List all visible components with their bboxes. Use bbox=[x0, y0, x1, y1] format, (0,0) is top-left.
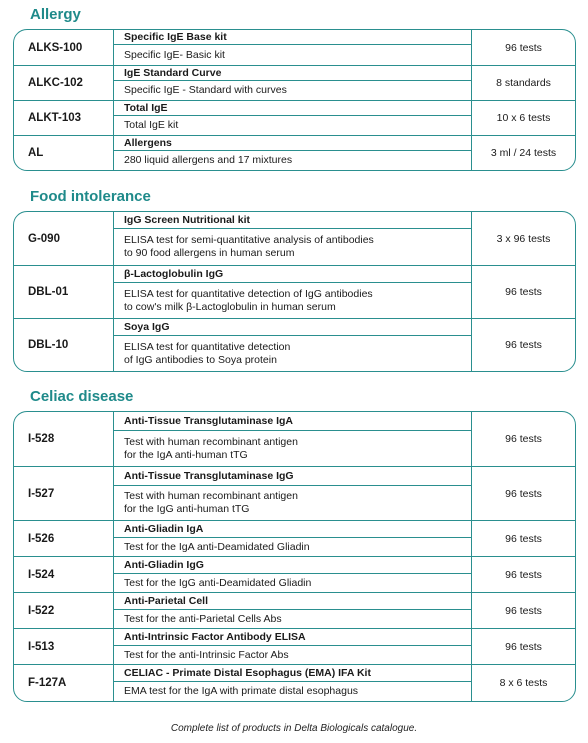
product-code: I-522 bbox=[14, 593, 114, 628]
product-code: G-090 bbox=[14, 212, 114, 265]
product-name: Anti-Gliadin IgG bbox=[114, 557, 471, 574]
product-detail: EMA test for the IgA with primate distal esophagus bbox=[124, 685, 359, 697]
product-row bbox=[14, 466, 575, 520]
product-code: I-528 bbox=[14, 412, 114, 466]
product-detail: ELISA test for quantitative detection of IgG antibodies to cow's milk β-Lactoglobulin in human serum bbox=[124, 287, 373, 313]
product-row bbox=[14, 100, 575, 135]
section-title-food-intolerance: Food intolerance bbox=[30, 188, 151, 205]
section-title-celiac-disease: Celiac disease bbox=[30, 388, 134, 405]
product-row bbox=[14, 318, 575, 371]
product-quantity: 96 tests bbox=[505, 487, 542, 500]
product-quantity: 10 x 6 tests bbox=[496, 112, 551, 124]
product-quantity: 3 ml / 24 tests bbox=[490, 147, 557, 159]
product-row bbox=[14, 135, 575, 170]
product-description bbox=[114, 557, 472, 592]
product-quantity: 96 tests bbox=[505, 568, 542, 581]
product-row bbox=[14, 265, 575, 318]
product-detail: Test for the IgA anti-Deamidated Gliadin bbox=[124, 540, 310, 553]
product-row bbox=[14, 412, 575, 466]
product-code: I-526 bbox=[14, 521, 114, 556]
product-quantity: 3 x 96 tests bbox=[496, 232, 551, 245]
product-detail: Test for the anti-Parietal Cells Abs bbox=[124, 612, 282, 625]
product-row bbox=[14, 628, 575, 664]
product-detail: ELISA test for quantitative detection of IgG antibodies to Soya protein bbox=[124, 340, 291, 366]
product-description bbox=[114, 136, 472, 170]
product-detail: Test with human recombinant antigen for the IgA anti-human tTG bbox=[124, 435, 298, 461]
product-name: Allergens bbox=[114, 136, 471, 151]
product-quantity: 96 tests bbox=[505, 339, 542, 351]
product-description bbox=[114, 212, 472, 265]
product-detail: Test for the IgG anti-Deamidated Gliadin bbox=[124, 576, 312, 589]
product-description bbox=[114, 101, 472, 135]
product-name: Anti-Tissue Transglutaminase IgG bbox=[114, 467, 471, 486]
product-description bbox=[114, 521, 472, 556]
product-quantity: 8 x 6 tests bbox=[499, 677, 548, 689]
product-description bbox=[114, 412, 472, 466]
product-description bbox=[114, 665, 472, 701]
product-detail: 280 liquid allergens and 17 mixtures bbox=[124, 154, 293, 166]
section-title-allergy: Allergy bbox=[30, 6, 81, 23]
product-quantity: 8 standards bbox=[496, 77, 551, 89]
product-name: Anti-Intrinsic Factor Antibody ELISA bbox=[114, 629, 471, 646]
product-detail: ELISA test for semi-quantitative analysis of antibodies to 90 food allergens in human serum bbox=[124, 234, 374, 259]
product-description bbox=[114, 266, 472, 318]
product-name: Total IgE bbox=[114, 101, 471, 116]
product-detail: Specific IgE- Basic kit bbox=[124, 48, 225, 61]
product-row bbox=[14, 65, 575, 100]
product-detail: Test for the anti-Intrinsic Factor Abs bbox=[124, 648, 289, 661]
product-code: DBL-01 bbox=[14, 266, 114, 318]
product-quantity: 96 tests bbox=[505, 433, 542, 445]
product-quantity: 96 tests bbox=[505, 286, 542, 298]
product-name: Anti-Gliadin IgA bbox=[114, 521, 471, 538]
food-intolerance-table bbox=[13, 211, 576, 372]
product-name: Specific IgE Base kit bbox=[114, 30, 471, 45]
product-name: Anti-Tissue Transglutaminase IgA bbox=[114, 412, 471, 431]
product-row bbox=[14, 556, 575, 592]
product-description bbox=[114, 30, 472, 65]
product-detail: Test with human recombinant antigen for the IgG anti-human tTG bbox=[124, 490, 298, 515]
celiac-disease-table bbox=[13, 411, 576, 702]
product-detail: Specific IgE - Standard with curves bbox=[124, 84, 287, 96]
product-code: DBL-10 bbox=[14, 319, 114, 371]
product-row bbox=[14, 212, 575, 265]
product-description bbox=[114, 66, 472, 100]
product-row bbox=[14, 664, 575, 701]
product-code: F-127A bbox=[14, 665, 114, 701]
product-description bbox=[114, 629, 472, 664]
product-code: ALKS-100 bbox=[14, 30, 114, 65]
product-description bbox=[114, 467, 472, 520]
product-code: AL bbox=[14, 136, 114, 170]
product-description bbox=[114, 319, 472, 371]
product-detail: Total IgE kit bbox=[124, 119, 179, 131]
product-name: CELIAC - Primate Distal Esophagus (EMA) IFA Kit bbox=[114, 665, 471, 682]
product-code: I-527 bbox=[14, 467, 114, 520]
product-code: I-524 bbox=[14, 557, 114, 592]
product-quantity: 96 tests bbox=[505, 640, 542, 653]
product-name: Anti-Parietal Cell bbox=[114, 593, 471, 610]
product-name: IgE Standard Curve bbox=[114, 66, 471, 81]
product-quantity: 96 tests bbox=[505, 41, 542, 54]
allergy-table bbox=[13, 29, 576, 171]
product-code: ALKC-102 bbox=[14, 66, 114, 100]
product-row bbox=[14, 30, 575, 65]
product-code: ALKT-103 bbox=[14, 101, 114, 135]
product-name: IgG Screen Nutritional kit bbox=[114, 212, 471, 229]
product-code: I-513 bbox=[14, 629, 114, 664]
product-name: Soya IgG bbox=[114, 319, 471, 336]
product-row bbox=[14, 592, 575, 628]
catalogue-note: Complete list of products in Delta Biologicals catalogue. bbox=[170, 723, 418, 734]
product-description bbox=[114, 593, 472, 628]
product-quantity: 96 tests bbox=[505, 532, 542, 545]
product-row bbox=[14, 520, 575, 556]
product-quantity: 96 tests bbox=[505, 604, 542, 617]
product-name: β-Lactoglobulin IgG bbox=[114, 266, 471, 283]
